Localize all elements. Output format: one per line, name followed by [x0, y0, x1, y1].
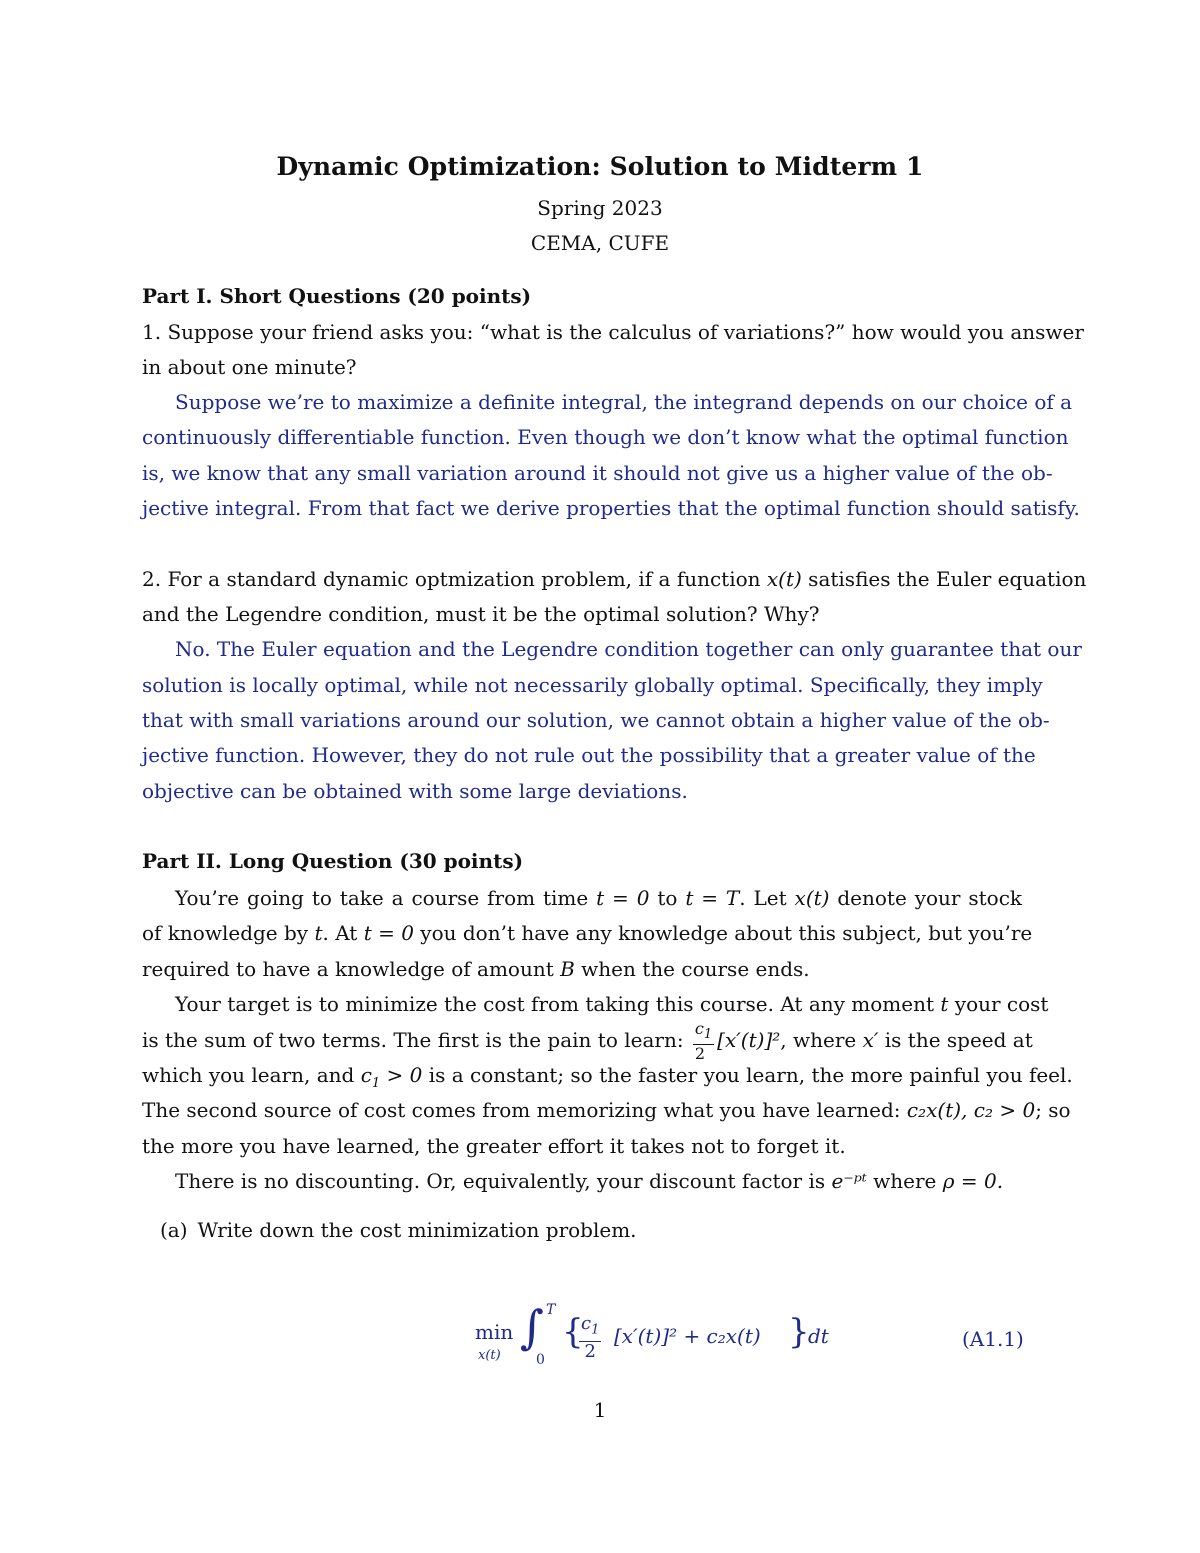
math-c2-memo: c₂x(t), c₂ > 0 [906, 1098, 1036, 1122]
q2-line1 [142, 567, 1087, 591]
p2-para2-line2 [142, 1019, 1033, 1064]
math-t-eq-0: t = 0 [363, 921, 414, 945]
p2-para2-line1 [175, 992, 1049, 1016]
integral-sign: ∫ [520, 1300, 544, 1354]
math-t-eq-0: t = 0 [596, 886, 650, 910]
math-t-eq-T: t = T [685, 886, 740, 910]
math-gt-zero: > 0 [380, 1063, 423, 1087]
math-2: 2 [694, 1044, 706, 1064]
math-t: t [940, 992, 949, 1016]
item-a: (a) Write down the cost minimization problem. [160, 1218, 637, 1242]
math-c1 [360, 1063, 381, 1091]
text: you don’t have any knowledge about this subject, but you’re [413, 921, 1033, 945]
math-x-of-t: x(t) [794, 886, 830, 910]
eq-min-subscript: x(t) [478, 1348, 501, 1363]
q1-answer-line3: is, we know that any small variation around it should not give us a higher value of the ob- [142, 461, 1053, 485]
equation-label: (A1.1) [962, 1327, 1024, 1351]
p2-para2-line5: the more you have learned, the greater effort it takes not to forget it. [142, 1134, 846, 1158]
eq-min: min [475, 1320, 514, 1344]
math-x-of-t: x(t) [766, 567, 802, 591]
eq-body: [x′(t)]² + c₂x(t) [614, 1324, 761, 1348]
text: You’re going to take a course from time [175, 886, 597, 910]
brace-open: { [562, 1312, 584, 1352]
text: is the speed at [878, 1028, 1033, 1053]
p2-para1-line1 [175, 886, 1022, 910]
p2-para2-line4 [142, 1098, 1071, 1122]
math-x-prime: x′ [862, 1028, 879, 1053]
math-rho-eq-0: ρ = 0. [942, 1169, 1004, 1193]
semester: Spring 2023 [537, 196, 663, 220]
math-subscript: 1 [591, 1322, 600, 1338]
q2-answer-line1: No. The Euler equation and the Legendre condition together can only guarantee that our [175, 637, 1082, 661]
page-number: 1 [593, 1398, 607, 1422]
fraction-c1-over-2 [693, 1020, 714, 1063]
eq-dt: dt [808, 1324, 829, 1348]
text: where [866, 1169, 943, 1193]
q1-answer-line2: continuously differentiable function. Even though we don’t know what the optimal function [142, 425, 1069, 449]
p2-para1-line2 [142, 921, 1033, 945]
math-discount-factor: e⁻ᵖᵗ [831, 1169, 867, 1193]
q1-line1: 1. Suppose your friend asks you: “what is the calculus of variations?” how would you answer [142, 320, 1084, 344]
integral-lower-limit: 0 [536, 1352, 545, 1368]
math-2: 2 [584, 1340, 596, 1362]
text: required to have a knowledge of amount [142, 957, 561, 981]
text: which you learn, and [142, 1063, 361, 1087]
text: your cost [948, 992, 1049, 1016]
text: Your target is to minimize the cost from taking this course. At any moment [175, 992, 941, 1016]
institution: CEMA, CUFE [530, 231, 670, 255]
text: to [649, 886, 686, 910]
q2-answer-line5: objective can be obtained with some large deviations. [142, 779, 688, 803]
q1-line2: in about one minute? [142, 355, 357, 379]
eq-fraction-c1-over-2 [579, 1314, 601, 1362]
math-c: c [694, 1019, 704, 1038]
part1-heading: Part I. Short Questions (20 points) [142, 284, 532, 308]
q2-line1-text-a: 2. For a standard dynamic optmization problem, if a function [142, 567, 767, 591]
text: when the course ends. [574, 957, 810, 981]
integral-upper-limit: T [546, 1302, 556, 1318]
document-title: Dynamic Optimization: Solution to Midterm 1 [276, 152, 924, 181]
text: The second source of cost comes from memorizing what you have learned: [142, 1098, 907, 1122]
q2-line2: and the Legendre condition, must it be the optimal solution? Why? [142, 602, 820, 626]
math-subscript: 1 [703, 1027, 713, 1043]
text: is the sum of two terms. The first is the pain to learn: [142, 1028, 690, 1053]
q1-answer-line1: Suppose we’re to maximize a definite integral, the integrand depends on our choice of a [175, 390, 1073, 414]
q2-answer-line3: that with small variations around our solution, we cannot obtain a higher value of the ob- [142, 708, 1050, 732]
text: denote your stock [829, 886, 1023, 910]
text: of knowledge by [142, 921, 315, 945]
q2-answer-line2: solution is locally optimal, while not necessarily globally optimal. Specifically, they imply [142, 673, 1043, 697]
text: , where [780, 1028, 863, 1053]
brace-close: } [788, 1312, 810, 1352]
part2-heading: Part II. Long Question (30 points) [142, 849, 524, 873]
p2-para3 [175, 1169, 1022, 1193]
text: is a constant; so the faster you learn, the more painful you feel. [422, 1063, 1073, 1087]
text: ; so [1035, 1098, 1071, 1122]
p2-para2-line3 [142, 1063, 1073, 1091]
q2-line1-text-b: satisfies the Euler equation [801, 567, 1087, 591]
text: . Let [739, 886, 795, 910]
math-c: c [581, 1313, 592, 1334]
text: There is no discounting. Or, equivalently, your discount factor is [175, 1169, 832, 1193]
math-x-prime-squared: [x′(t)]² [717, 1028, 781, 1053]
text: . At [322, 921, 364, 945]
math-c: c [360, 1063, 372, 1087]
p2-para1-line3 [142, 957, 1022, 981]
math-B: B [560, 957, 575, 981]
q1-answer-line4: jective integral. From that fact we derive properties that the optimal function should satisfy. [142, 496, 1080, 520]
q2-answer-line4: jective function. However, they do not rule out the possibility that a greater value of the [142, 743, 1036, 767]
math-t: t [314, 921, 323, 945]
math-subscript: 1 [371, 1076, 381, 1091]
